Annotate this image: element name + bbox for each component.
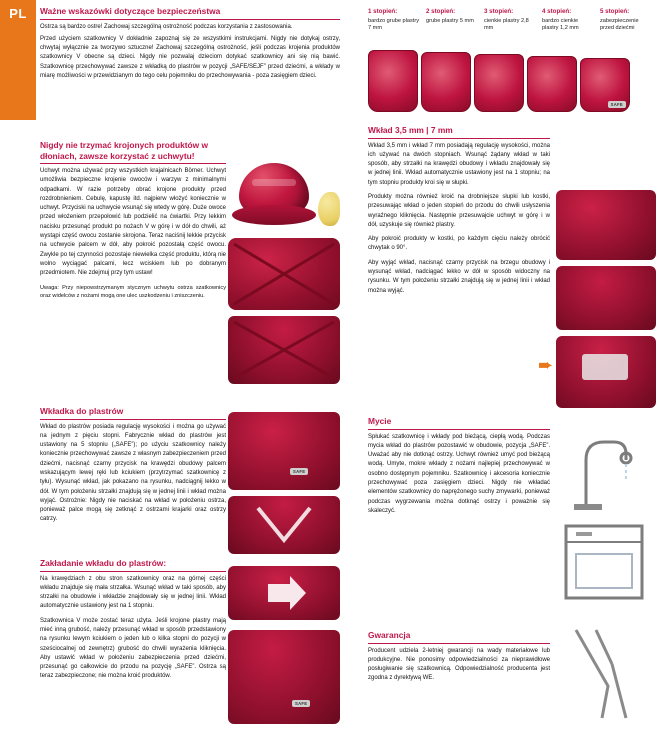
slicer-insert-p4: Aby wyjąć wkład, nacisnąć czarny przycisk na brzegu obudowy i wysunąć wkład, nadciągać lekko w dół w sposób widoczny na rysunku. W tym położeniu strzałki znajdują się w jednej linii i wkład można wyjąć. [368, 259, 550, 294]
insert-grip-photo [556, 190, 656, 260]
safety-warning-p2: Przed użyciem szatkownicy V dokładnie zapoznaj się ze wszystkimi instrukcjami. Nigdy nie dotykaj ostrzy, chwytaj wyłącznie za tworzywo sztuczne! Zachowaj szczególną ostrożność, jeśli podczas krojenia produktów szatkownicy V obecne są dzieci. Nigdy nie pozwalaj dzieciom dotykać szatkownicy ani się nią bawić. Szatkownicę przechowywać zawsze z wkładką do plastrów w pozycji „SAFE/SEJF” przed dziećmi, a wkłady w miarę możliwości w przewidzianym do tego celu pojemniku do przechowywania - poza zasięgiem dzieci. [40, 35, 340, 79]
language-tab [0, 0, 36, 120]
slicer-child-lock-photo [228, 630, 340, 724]
step-desc: bardzo cienkie plastry 1,2 mm [542, 17, 579, 32]
insert-section-body: Wkład do plastrów posiada regulację wysokości i można go używać na jednym z pięciu stopni. Fabrycznie wkład do plastrów jest ustawiony na 5 stopniu („SAFE”); po użyciu szatkownicy należy koniecznie przechowywać zawsze z własnym zabezpieczeniem przed dziećmi, nacisnąć czarny przycisk na krawędzi obudowy palcem wskazującym lewej ręki lub kciukiem (przytrzymać szatkownicę z tyłu). Wysunąć wkład, jak pokazano na rysunku, nadciągnij lekko w dół. W tym położeniu strzałki znajdują się w jednej linii i wkład można wyjąć. Ostrożnie: Nigdy nie naciskać na wkład w położeniu ostrza, ponieważ palce mogą się zetknąć z ostrzami krajarki oraz ostrzy catrzy. [40, 423, 226, 523]
step-desc: grube plastry 5 mm [426, 17, 474, 24]
prohibition-icon [228, 316, 340, 384]
mounting-section-p2: Szatkownica V może zostać teraz użyta. Jeśli krojone plastry mają mieć inną grubość, należy przesunąć wkład w sposób przedstawiony na rysunku lewym kciukiem o jeden lub o kilka stopni do pozycji w sześciocalnej od zewnętrz) grubość do chwili wyrażenia kliknięcia. Aby ustawić wkład w położeniu zabezpieczenia przed dziećmi, przesunąć go całkowicie do przodu na pozycję „SAFE”. Ostrza są teraz zabezpieczone; nie można kroić produktów. [40, 617, 226, 680]
step-desc: bardzo grube plastry 7 mm [368, 17, 419, 32]
slice-sample-safe [580, 58, 630, 112]
dishwasher-icon [556, 520, 652, 604]
holder-section-note: Uwaga: Przy niepowstrzymanym stycznym uchwytu ostrza szatkownicy oraz widelców z nożami mogą one ulec uszkodzeniu i zniszczeniu. [40, 284, 226, 300]
insert-dice-photo [556, 266, 656, 330]
safety-warning-title: Ważne wskazówki dotyczące bezpieczeństwa [40, 6, 340, 20]
blade-head-illustration [228, 152, 320, 230]
slicer-insert-title: Wkład 3,5 mm | 7 mm [368, 125, 550, 139]
step-desc: cienkie plastry 2,8 mm [484, 17, 529, 32]
step-legend-item [600, 8, 654, 32]
insert-release-button-photo [556, 336, 656, 408]
safety-warning-p1: Ostrza są bardzo ostre! Zachowaj szczególną ostrożność podczas korzystania z zastosowania. [40, 23, 293, 30]
holder-section-title: Nigdy nie trzymać krojonych produktów w dłoniach, zawsze korzystać z uchwytu! [40, 140, 226, 164]
slicer-insert-p3: Aby pokroić produkty w kostki, po każdym cięciu należy obrócić chwytak o 90°. [368, 236, 550, 252]
blade-head-photo [228, 152, 320, 230]
step-title: 3 stopień: [484, 8, 514, 15]
safe-label-badge: SAFE [290, 468, 308, 475]
insert-section [40, 406, 226, 530]
prohibition-icon [228, 238, 340, 310]
step-legend-item [426, 8, 480, 32]
cleaning-section-title: Mycie [368, 416, 550, 430]
slice-sample [368, 50, 418, 112]
warranty-section-body: Producent udziela 2-letniej gwarancji na wady materiałowe lub produkcyjne. Nie ponosimy odpowiedzialności za nieprawidłowe posługiwanie się szatkownicą. Odpowiedzialność producenta jest zgodna z dyrektywą WE. [368, 647, 550, 682]
arrow-right-icon: ➨ [538, 355, 554, 375]
slice-sample [527, 56, 577, 112]
faucet-icon [556, 420, 652, 512]
warranty-section [368, 630, 550, 689]
step-desc: zabezpieczenie przed dziećmi [600, 17, 639, 32]
cleaning-section-body: Spłukać szatkownicę i wkłady pod bieżącą, ciepłą wodą. Podczas mycia wkład do plastrów pozostawić w obudowie, pozycja „SAFE”. Uważać aby nie dotknąć ostrzy. Uchwyt również umyć pod bieżącą wodą. Umyte, mokre wkłady z nożami najlepiej przechowywać w osobno dostępnym pojemniku. Szatkownicę i akcesoria koniecznie przechowywać poza zasięgiem dzieci. Nigdy nie wkładać elementów szatkownicy do naprężonego suchy zmywarki, ponieważ podczas wygrzewania można dotknąć ostrzy i poważnie się skaleczyć. [368, 433, 550, 514]
slice-sample [474, 54, 524, 112]
slicer-top-view-photo [228, 316, 340, 384]
step-legend-item [542, 8, 596, 32]
mounting-section [40, 558, 226, 687]
release-button-illustration [582, 354, 628, 380]
slicer-safe-position-photo [228, 412, 340, 490]
slice-samples-row [368, 50, 630, 112]
step-legend-item [368, 8, 422, 32]
safety-warning-block [40, 6, 340, 86]
v-blade-closeup-photo [228, 496, 340, 554]
mounting-section-title: Zakładanie wkładu do plastrów: [40, 558, 226, 572]
hand-holding-warning-photo [228, 238, 340, 310]
step-legend-item [484, 8, 538, 32]
holder-section [40, 140, 226, 306]
holder-section-body: Uchwyt można używać przy wszystkich krajalnicach Börner. Uchwyt umożliwia bezpieczne krojenie owoców i warzyw z minimalnymi odpadkami. W razie potrzeby obrać krojone produkty przed rozdrobnieniem. Cebulę, kapustę itd. najpierw włożyć koniecznie w uchwyt. Przyciski na uchwycie wsunąć się wtedy w górę. Duże owoce przed włożeniem przepołowić lub podzielić na ćwiartki. Przy lekkim nacisku przesunąć produkt po nożach V w górę i w dół do chwili, aż wystąpi część owocu zostanie skrojona. Teraz naciśnij lekkie przycisk na uchwycie palcem w dół, aby pokroić pozostałą część owocu. Zwykle po tej czynności pozostaje niewielka część produktu, którą nie wolno wyciągać palcami, lecz wciskiem lub po dobranym przedmiotem. Nie zdejmuj przy tym ustaw! [40, 168, 226, 277]
language-tab-label: PL [9, 6, 27, 21]
mounting-section-p1: Na krawędziach z obu stron szatkownicy oraz na górnej części wkładu znajduje się mała strzałka. Wsunąć wkład w taki sposób, aby strzałki na obudowie i wkładzie znajdowały się w jednej linii. Wkład automatycznie ustawiony jest na 1 stopniu. [40, 575, 226, 610]
arrow-alignment-photo [228, 566, 340, 620]
tongs-icon [556, 624, 652, 724]
potato-wedge-photo [318, 192, 340, 226]
v-blade-icon [228, 496, 340, 554]
slice-sample [421, 52, 471, 112]
insert-section-title: Wkładka do plastrów [40, 406, 226, 420]
slicer-insert-section [368, 125, 550, 301]
slicer-insert-p2: Produkty można również kroić na drobniejsze słupki lub kostki, przesuwając wkład o jeden stopień do przodu do chwili usłyszenia wyraźnego kliknięcia. Następnie przesuwajcie uchwyt w górę i w dół, uzyskuje się również plastry. [368, 193, 550, 228]
safe-label-badge-bottom: SAFE [292, 700, 310, 707]
step-title: 4 stopień: [542, 8, 572, 15]
language-rail [0, 120, 36, 732]
arrow-right-icon [228, 566, 340, 620]
thickness-steps-legend [368, 8, 658, 32]
cleaning-section [368, 416, 550, 521]
warranty-section-title: Gwarancja [368, 630, 550, 644]
step-title: 1 stopień: [368, 8, 398, 15]
step-title: 2 stopień: [426, 8, 456, 15]
slicer-insert-p1: Wkład 3,5 mm i wkład 7 mm posiadają regulację wysokości, można ich używać na dwóch stopniach. Wsunąć żądany wkład w taki sposób, aby strzałki na krawędzi obudowy i wkładu znajdowały się w jednej linii. Wkład automatycznie ustawiony jest na 1 stopniu; na tym stopniu produkty kroi się w słupki. [368, 142, 550, 186]
step-title: 5 stopień: [600, 8, 630, 15]
safe-label-badge-legend: SAFE [608, 101, 626, 108]
